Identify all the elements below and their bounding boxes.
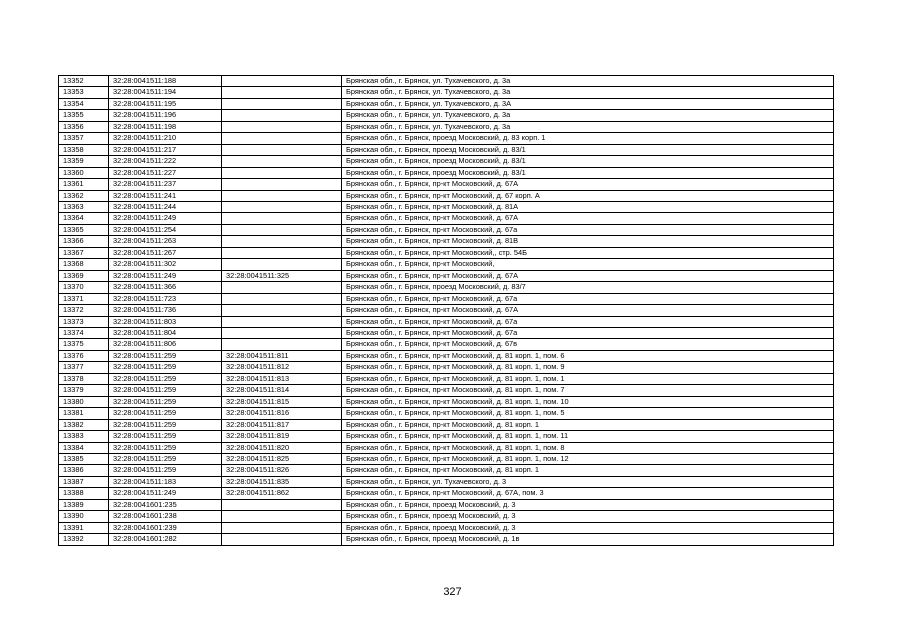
related-cadastral-number-cell <box>222 179 342 190</box>
record-number-cell: 13387 <box>59 476 109 487</box>
table-row <box>59 488 834 499</box>
cadastral-number-cell: 32:28:0041511:804 <box>109 327 222 338</box>
record-number-cell: 13354 <box>59 98 109 109</box>
related-cadastral-number-cell: 32:28:0041511:835 <box>222 476 342 487</box>
address-cell: Брянская обл., г. Брянск, пр-кт Московский, д. 67А <box>342 305 834 316</box>
record-number-cell: 13366 <box>59 236 109 247</box>
cadastral-number-cell: 32:28:0041511:259 <box>109 396 222 407</box>
record-number-cell: 13370 <box>59 282 109 293</box>
table-row <box>59 201 834 212</box>
record-number-cell: 13390 <box>59 511 109 522</box>
table-row <box>59 362 834 373</box>
record-number-cell: 13372 <box>59 305 109 316</box>
cadastral-number-cell: 32:28:0041511:259 <box>109 465 222 476</box>
cadastral-number-cell: 32:28:0041601:238 <box>109 511 222 522</box>
cadastral-number-cell: 32:28:0041511:723 <box>109 293 222 304</box>
cadastral-number-cell: 32:28:0041511:259 <box>109 373 222 384</box>
cadastral-number-cell: 32:28:0041601:282 <box>109 534 222 545</box>
address-cell: Брянская обл., г. Брянск, пр-кт Московский, д. 67 корп. А <box>342 190 834 201</box>
address-cell: Брянская обл., г. Брянск, пр-кт Московский, д. 81 корп. 1 <box>342 465 834 476</box>
record-number-cell: 13363 <box>59 201 109 212</box>
table-row <box>59 236 834 247</box>
related-cadastral-number-cell: 32:28:0041511:813 <box>222 373 342 384</box>
cadastral-number-cell: 32:28:0041601:235 <box>109 499 222 510</box>
related-cadastral-number-cell: 32:28:0041511:811 <box>222 350 342 361</box>
record-number-cell: 13362 <box>59 190 109 201</box>
related-cadastral-number-cell <box>222 110 342 121</box>
record-number-cell: 13352 <box>59 76 109 87</box>
related-cadastral-number-cell <box>222 316 342 327</box>
record-number-cell: 13382 <box>59 419 109 430</box>
related-cadastral-number-cell <box>222 190 342 201</box>
address-cell: Брянская обл., г. Брянск, пр-кт Московский, д. 67А, пом. 3 <box>342 488 834 499</box>
table-row <box>59 316 834 327</box>
table-row <box>59 110 834 121</box>
address-cell: Брянская обл., г. Брянск, проезд Московский, д. 83/1 <box>342 156 834 167</box>
address-cell: Брянская обл., г. Брянск, пр-кт Московский, д. 67в <box>342 339 834 350</box>
table-row <box>59 453 834 464</box>
related-cadastral-number-cell: 32:28:0041511:814 <box>222 385 342 396</box>
cadastral-number-cell: 32:28:0041511:259 <box>109 362 222 373</box>
related-cadastral-number-cell <box>222 511 342 522</box>
table-row <box>59 396 834 407</box>
cadastral-number-cell: 32:28:0041511:249 <box>109 488 222 499</box>
table-row <box>59 87 834 98</box>
record-number-cell: 13384 <box>59 442 109 453</box>
address-cell: Брянская обл., г. Брянск, пр-кт Московский, д. 81 корп. 1, пом. 1 <box>342 373 834 384</box>
cadastral-number-cell: 32:28:0041511:366 <box>109 282 222 293</box>
cadastral-number-cell: 32:28:0041511:249 <box>109 213 222 224</box>
record-number-cell: 13392 <box>59 534 109 545</box>
record-number-cell: 13360 <box>59 167 109 178</box>
table-row <box>59 305 834 316</box>
cadastral-number-cell: 32:28:0041511:210 <box>109 133 222 144</box>
table-row <box>59 98 834 109</box>
record-number-cell: 13369 <box>59 270 109 281</box>
related-cadastral-number-cell <box>222 534 342 545</box>
record-number-cell: 13378 <box>59 373 109 384</box>
table-row <box>59 442 834 453</box>
related-cadastral-number-cell <box>222 522 342 533</box>
related-cadastral-number-cell <box>222 98 342 109</box>
address-cell: Брянская обл., г. Брянск, ул. Тухачевского, д. 3а <box>342 110 834 121</box>
related-cadastral-number-cell: 32:28:0041511:826 <box>222 465 342 476</box>
table-row <box>59 121 834 132</box>
table-row <box>59 476 834 487</box>
table-row <box>59 534 834 545</box>
cadastral-number-cell: 32:28:0041511:803 <box>109 316 222 327</box>
related-cadastral-number-cell <box>222 499 342 510</box>
related-cadastral-number-cell <box>222 121 342 132</box>
address-cell: Брянская обл., г. Брянск, ул. Тухачевского, д. 3а <box>342 87 834 98</box>
address-cell: Брянская обл., г. Брянск, пр-кт Московский, д. 81 корп. 1, пом. 6 <box>342 350 834 361</box>
cadastral-number-cell: 32:28:0041511:188 <box>109 76 222 87</box>
address-cell: Брянская обл., г. Брянск, пр-кт Московский, <box>342 259 834 270</box>
table-row <box>59 293 834 304</box>
cadastral-number-cell: 32:28:0041511:254 <box>109 224 222 235</box>
table-row <box>59 419 834 430</box>
cadastral-number-cell: 32:28:0041511:259 <box>109 385 222 396</box>
cadastral-number-cell: 32:28:0041511:217 <box>109 144 222 155</box>
address-cell: Брянская обл., г. Брянск, проезд Московский, д. 3 <box>342 511 834 522</box>
address-cell: Брянская обл., г. Брянск, пр-кт Московский, д. 67а <box>342 224 834 235</box>
table-row <box>59 327 834 338</box>
address-cell: Брянская обл., г. Брянск, проезд Московский, д. 83/1 <box>342 144 834 155</box>
related-cadastral-number-cell <box>222 167 342 178</box>
related-cadastral-number-cell <box>222 327 342 338</box>
address-cell: Брянская обл., г. Брянск, проезд Московский, д. 1в <box>342 534 834 545</box>
related-cadastral-number-cell: 32:28:0041511:862 <box>222 488 342 499</box>
registry-table-body <box>59 76 834 546</box>
record-number-cell: 13353 <box>59 87 109 98</box>
address-cell: Брянская обл., г. Брянск, ул. Тухачевского, д. 3а <box>342 121 834 132</box>
address-cell: Брянская обл., г. Брянск, пр-кт Московский,, стр. 54Б <box>342 247 834 258</box>
address-cell: Брянская обл., г. Брянск, пр-кт Московский, д. 81 корп. 1, пом. 12 <box>342 453 834 464</box>
related-cadastral-number-cell <box>222 305 342 316</box>
related-cadastral-number-cell: 32:28:0041511:820 <box>222 442 342 453</box>
address-cell: Брянская обл., г. Брянск, пр-кт Московский, д. 67а <box>342 327 834 338</box>
cadastral-number-cell: 32:28:0041511:222 <box>109 156 222 167</box>
cadastral-number-cell: 32:28:0041511:241 <box>109 190 222 201</box>
cadastral-number-cell: 32:28:0041511:736 <box>109 305 222 316</box>
related-cadastral-number-cell: 32:28:0041511:816 <box>222 408 342 419</box>
record-number-cell: 13380 <box>59 396 109 407</box>
address-cell: Брянская обл., г. Брянск, проезд Московский, д. 3 <box>342 522 834 533</box>
table-row <box>59 270 834 281</box>
record-number-cell: 13361 <box>59 179 109 190</box>
cadastral-number-cell: 32:28:0041601:239 <box>109 522 222 533</box>
table-row <box>59 133 834 144</box>
cadastral-number-cell: 32:28:0041511:244 <box>109 201 222 212</box>
address-cell: Брянская обл., г. Брянск, пр-кт Московский, д. 67А <box>342 179 834 190</box>
address-cell: Брянская обл., г. Брянск, пр-кт Московский, д. 81 корп. 1 <box>342 419 834 430</box>
table-row <box>59 431 834 442</box>
address-cell: Брянская обл., г. Брянск, пр-кт Московский, д. 67а <box>342 293 834 304</box>
address-cell: Брянская обл., г. Брянск, ул. Тухачевского, д. 3 <box>342 476 834 487</box>
cadastral-number-cell: 32:28:0041511:237 <box>109 179 222 190</box>
table-row <box>59 499 834 510</box>
address-cell: Брянская обл., г. Брянск, проезд Московский, д. 83/1 <box>342 167 834 178</box>
cadastral-number-cell: 32:28:0041511:806 <box>109 339 222 350</box>
record-number-cell: 13373 <box>59 316 109 327</box>
related-cadastral-number-cell <box>222 133 342 144</box>
cadastral-number-cell: 32:28:0041511:198 <box>109 121 222 132</box>
record-number-cell: 13381 <box>59 408 109 419</box>
record-number-cell: 13358 <box>59 144 109 155</box>
record-number-cell: 13371 <box>59 293 109 304</box>
related-cadastral-number-cell: 32:28:0041511:825 <box>222 453 342 464</box>
address-cell: Брянская обл., г. Брянск, пр-кт Московский, д. 81 корп. 1, пом. 10 <box>342 396 834 407</box>
record-number-cell: 13389 <box>59 499 109 510</box>
address-cell: Брянская обл., г. Брянск, пр-кт Московский, д. 81В <box>342 236 834 247</box>
cadastral-number-cell: 32:28:0041511:249 <box>109 270 222 281</box>
table-row <box>59 339 834 350</box>
related-cadastral-number-cell <box>222 156 342 167</box>
record-number-cell: 13355 <box>59 110 109 121</box>
cadastral-number-cell: 32:28:0041511:259 <box>109 408 222 419</box>
table-row <box>59 224 834 235</box>
related-cadastral-number-cell <box>222 339 342 350</box>
table-row <box>59 156 834 167</box>
related-cadastral-number-cell: 32:28:0041511:819 <box>222 431 342 442</box>
table-row <box>59 213 834 224</box>
table-row <box>59 522 834 533</box>
cadastral-number-cell: 32:28:0041511:194 <box>109 87 222 98</box>
table-row <box>59 350 834 361</box>
cadastral-number-cell: 32:28:0041511:263 <box>109 236 222 247</box>
related-cadastral-number-cell <box>222 282 342 293</box>
record-number-cell: 13383 <box>59 431 109 442</box>
address-cell: Брянская обл., г. Брянск, пр-кт Московский, д. 67А <box>342 213 834 224</box>
related-cadastral-number-cell <box>222 259 342 270</box>
address-cell: Брянская обл., г. Брянск, проезд Московский, д. 83/7 <box>342 282 834 293</box>
record-number-cell: 13376 <box>59 350 109 361</box>
related-cadastral-number-cell: 32:28:0041511:817 <box>222 419 342 430</box>
page-number: 327 <box>443 586 462 598</box>
address-cell: Брянская обл., г. Брянск, ул. Тухачевского, д. 3а <box>342 76 834 87</box>
record-number-cell: 13367 <box>59 247 109 258</box>
record-number-cell: 13357 <box>59 133 109 144</box>
cadastral-number-cell: 32:28:0041511:227 <box>109 167 222 178</box>
table-row <box>59 167 834 178</box>
record-number-cell: 13368 <box>59 259 109 270</box>
related-cadastral-number-cell: 32:28:0041511:812 <box>222 362 342 373</box>
address-cell: Брянская обл., г. Брянск, пр-кт Московский, д. 81А <box>342 201 834 212</box>
related-cadastral-number-cell <box>222 293 342 304</box>
table-row <box>59 76 834 87</box>
record-number-cell: 13359 <box>59 156 109 167</box>
related-cadastral-number-cell <box>222 144 342 155</box>
record-number-cell: 13374 <box>59 327 109 338</box>
record-number-cell: 13365 <box>59 224 109 235</box>
cadastral-number-cell: 32:28:0041511:196 <box>109 110 222 121</box>
table-row <box>59 190 834 201</box>
registry-table <box>58 75 834 546</box>
record-number-cell: 13379 <box>59 385 109 396</box>
address-cell: Брянская обл., г. Брянск, пр-кт Московский, д. 81 корп. 1, пом. 9 <box>342 362 834 373</box>
table-row <box>59 408 834 419</box>
cadastral-number-cell: 32:28:0041511:195 <box>109 98 222 109</box>
related-cadastral-number-cell: 32:28:0041511:325 <box>222 270 342 281</box>
table-row <box>59 282 834 293</box>
record-number-cell: 13388 <box>59 488 109 499</box>
address-cell: Брянская обл., г. Брянск, пр-кт Московский, д. 81 корп. 1, пом. 11 <box>342 431 834 442</box>
table-row <box>59 247 834 258</box>
cadastral-number-cell: 32:28:0041511:259 <box>109 431 222 442</box>
related-cadastral-number-cell <box>222 236 342 247</box>
related-cadastral-number-cell <box>222 87 342 98</box>
related-cadastral-number-cell: 32:28:0041511:815 <box>222 396 342 407</box>
related-cadastral-number-cell <box>222 201 342 212</box>
address-cell: Брянская обл., г. Брянск, пр-кт Московский, д. 81 корп. 1, пом. 8 <box>342 442 834 453</box>
record-number-cell: 13391 <box>59 522 109 533</box>
related-cadastral-number-cell <box>222 76 342 87</box>
table-row <box>59 259 834 270</box>
cadastral-number-cell: 32:28:0041511:259 <box>109 442 222 453</box>
address-cell: Брянская обл., г. Брянск, ул. Тухачевского, д. 3А <box>342 98 834 109</box>
table-row <box>59 179 834 190</box>
address-cell: Брянская обл., г. Брянск, пр-кт Московский, д. 67А <box>342 270 834 281</box>
table-row <box>59 465 834 476</box>
table-row <box>59 385 834 396</box>
cadastral-number-cell: 32:28:0041511:259 <box>109 453 222 464</box>
cadastral-number-cell: 32:28:0041511:259 <box>109 350 222 361</box>
table-row <box>59 511 834 522</box>
record-number-cell: 13386 <box>59 465 109 476</box>
cadastral-number-cell: 32:28:0041511:259 <box>109 419 222 430</box>
cadastral-number-cell: 32:28:0041511:267 <box>109 247 222 258</box>
record-number-cell: 13356 <box>59 121 109 132</box>
address-cell: Брянская обл., г. Брянск, проезд Московский, д. 3 <box>342 499 834 510</box>
address-cell: Брянская обл., г. Брянск, проезд Московский, д. 83 корп. 1 <box>342 133 834 144</box>
cadastral-number-cell: 32:28:0041511:302 <box>109 259 222 270</box>
cadastral-number-cell: 32:28:0041511:183 <box>109 476 222 487</box>
table-row <box>59 373 834 384</box>
address-cell: Брянская обл., г. Брянск, пр-кт Московский, д. 81 корп. 1, пом. 7 <box>342 385 834 396</box>
address-cell: Брянская обл., г. Брянск, пр-кт Московский, д. 67а <box>342 316 834 327</box>
record-number-cell: 13377 <box>59 362 109 373</box>
related-cadastral-number-cell <box>222 247 342 258</box>
related-cadastral-number-cell <box>222 213 342 224</box>
record-number-cell: 13375 <box>59 339 109 350</box>
address-cell: Брянская обл., г. Брянск, пр-кт Московский, д. 81 корп. 1, пом. 5 <box>342 408 834 419</box>
table-row <box>59 144 834 155</box>
record-number-cell: 13364 <box>59 213 109 224</box>
related-cadastral-number-cell <box>222 224 342 235</box>
record-number-cell: 13385 <box>59 453 109 464</box>
